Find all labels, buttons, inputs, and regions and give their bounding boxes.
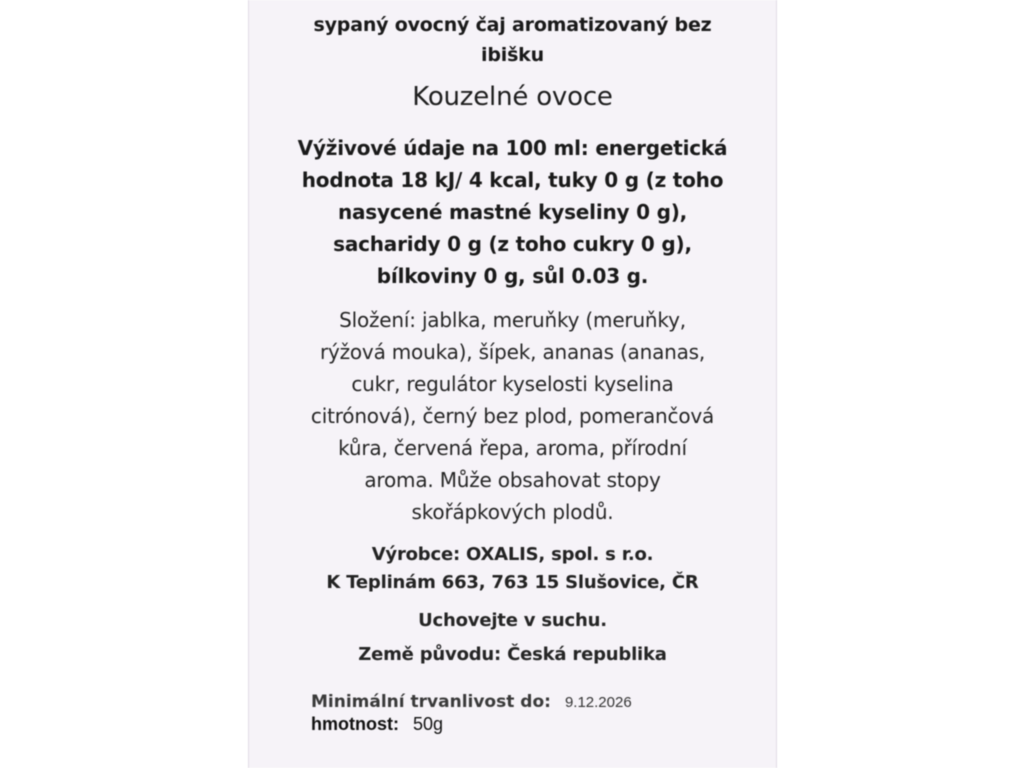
ingredients-line-5: kůra, červená řepa, aroma, přírodní bbox=[338, 436, 687, 460]
ingredients-line-6: aroma. Může obsahovat stopy bbox=[364, 468, 661, 492]
nutrition-line-3: nasycené mastné kyseliny 0 g), bbox=[337, 200, 688, 224]
product-name: Kouzelné ovoce bbox=[412, 82, 613, 112]
min-shelf-life-value: 9.12.2026 bbox=[564, 694, 632, 711]
nutrition-line-4: sacharidy 0 g (z toho cukry 0 g), bbox=[333, 232, 692, 256]
product-label bbox=[248, 0, 777, 768]
storage-instruction: Uchovejte v suchu. bbox=[418, 610, 607, 631]
description-line-2: ibišku bbox=[481, 44, 544, 66]
ingredients-line-1: Složení: jablka, meruňky (meruňky, bbox=[339, 308, 686, 332]
manufacturer-line-1: Výrobce: OXALIS, spol. s r.o. bbox=[371, 544, 654, 565]
description-line-1: sypaný ovocný čaj aromatizovaný bez bbox=[313, 14, 712, 36]
nutrition-line-1: Výživové údaje na 100 ml: energetická bbox=[297, 136, 728, 160]
min-shelf-life-row bbox=[311, 692, 632, 712]
weight-label: hmotnost: bbox=[311, 714, 399, 734]
min-shelf-life-label: Minimální trvanlivost do: bbox=[311, 692, 551, 712]
weight-value: 50g bbox=[412, 714, 444, 734]
ingredients-line-2: rýžová mouka), šípek, ananas (ananas, bbox=[319, 340, 706, 364]
nutrition-line-2: hodnota 18 kJ/ 4 kcal, tuky 0 g (z toho bbox=[301, 168, 724, 192]
ingredients-line-3: cukr, regulátor kyselosti kyselina bbox=[351, 372, 674, 396]
manufacturer-line-2: K Teplinám 663, 763 15 Slušovice, ČR bbox=[326, 572, 699, 593]
weight-row bbox=[311, 714, 443, 735]
country-of-origin: Země původu: Česká republika bbox=[358, 644, 667, 665]
nutrition-line-5: bílkoviny 0 g, sůl 0.03 g. bbox=[376, 264, 649, 288]
ingredients-line-7: skořápkových plodů. bbox=[411, 500, 614, 524]
ingredients-line-4: citrónová), černý bez plod, pomerančová bbox=[310, 404, 715, 428]
